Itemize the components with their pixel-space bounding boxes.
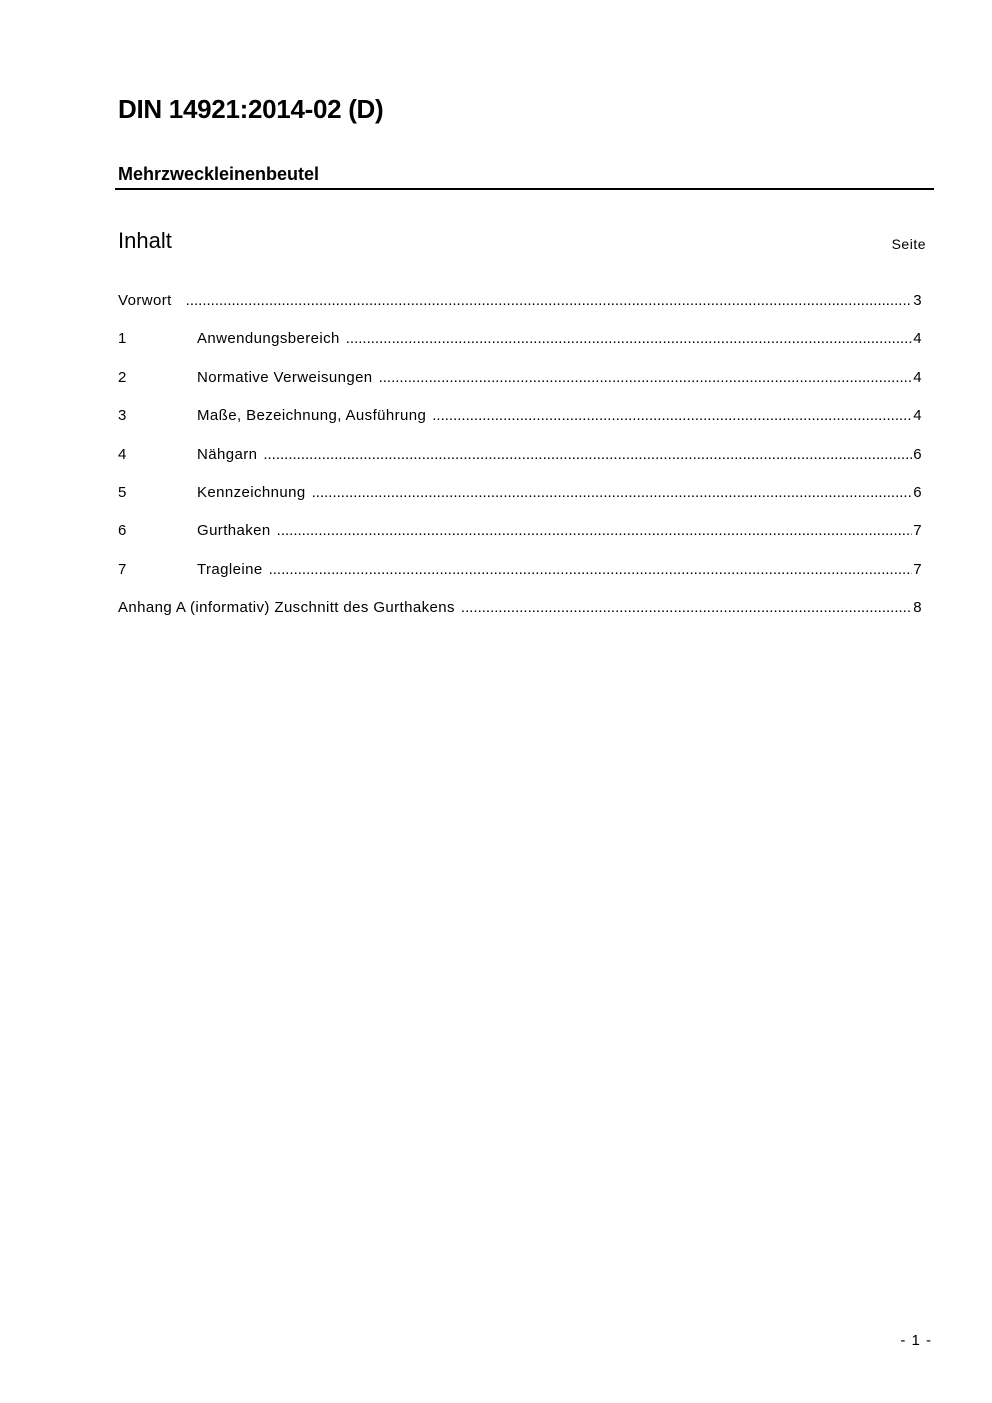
toc-leader-dots bbox=[461, 597, 912, 619]
toc-entry-number: 6 bbox=[118, 522, 127, 540]
toc-page-column-label: Seite bbox=[891, 236, 926, 252]
toc-entry-title: Gurthaken bbox=[197, 522, 271, 540]
toc-entry-title: Maße, Bezeichnung, Ausführung bbox=[197, 407, 427, 425]
toc-entry-number: 3 bbox=[118, 407, 127, 425]
document-subtitle: Mehrzweckleinenbeutel bbox=[118, 164, 320, 184]
toc-entry-3[interactable] bbox=[118, 405, 922, 443]
toc-entry-number: 7 bbox=[118, 560, 127, 578]
toc-entry-5[interactable] bbox=[118, 482, 922, 520]
toc-entry-page: 7 bbox=[913, 560, 922, 578]
toc-entry-title: Vorwort bbox=[118, 292, 172, 309]
toc-entry-page: 4 bbox=[913, 368, 922, 386]
toc-entry-page: 4 bbox=[913, 407, 922, 425]
toc-entry-title: Anwendungsbereich bbox=[197, 330, 340, 348]
toc-entry-title: Tragleine bbox=[197, 560, 263, 578]
toc-entry-vorwort[interactable] bbox=[118, 290, 922, 328]
toc-leader-dots bbox=[186, 290, 913, 312]
toc-entry-page: 6 bbox=[913, 445, 922, 463]
toc-entry-number: 1 bbox=[118, 330, 127, 348]
toc-entry-title: Normative Verweisungen bbox=[197, 368, 373, 386]
toc-entry-page: 3 bbox=[913, 292, 922, 309]
toc-leader-dots bbox=[277, 520, 913, 542]
document-title: DIN 14921:2014-02 (D) bbox=[118, 94, 384, 124]
toc-entry-page: 6 bbox=[913, 483, 922, 501]
table-of-contents bbox=[118, 290, 922, 636]
toc-leader-dots bbox=[263, 444, 912, 466]
toc-entry-1[interactable] bbox=[118, 328, 922, 366]
toc-entry-number: 2 bbox=[118, 368, 127, 386]
toc-entry-4[interactable] bbox=[118, 444, 922, 482]
toc-entry-6[interactable] bbox=[118, 520, 922, 558]
subtitle-rule bbox=[115, 162, 934, 190]
toc-entry-2[interactable] bbox=[118, 367, 922, 405]
footer-page-number: - 1 - bbox=[900, 1332, 932, 1349]
toc-heading: Inhalt bbox=[118, 228, 172, 253]
toc-entry-number: 4 bbox=[118, 445, 127, 463]
toc-entry-page: 4 bbox=[913, 330, 922, 348]
toc-entry-title: Kennzeichnung bbox=[197, 483, 306, 501]
toc-leader-dots bbox=[312, 482, 913, 504]
toc-entry-number: 5 bbox=[118, 483, 127, 501]
toc-leader-dots bbox=[432, 405, 912, 427]
toc-entry-page: 7 bbox=[913, 522, 922, 540]
toc-leader-dots bbox=[346, 328, 913, 350]
toc-entry-title: Anhang A (informativ) Zuschnitt des Gurthakens bbox=[118, 599, 455, 617]
toc-entry-7[interactable] bbox=[118, 559, 922, 597]
toc-leader-dots bbox=[269, 559, 913, 581]
toc-entry-annex-a[interactable] bbox=[118, 597, 922, 635]
toc-entry-title: Nähgarn bbox=[197, 445, 258, 463]
toc-entry-page: 8 bbox=[913, 599, 922, 617]
toc-leader-dots bbox=[379, 367, 913, 389]
